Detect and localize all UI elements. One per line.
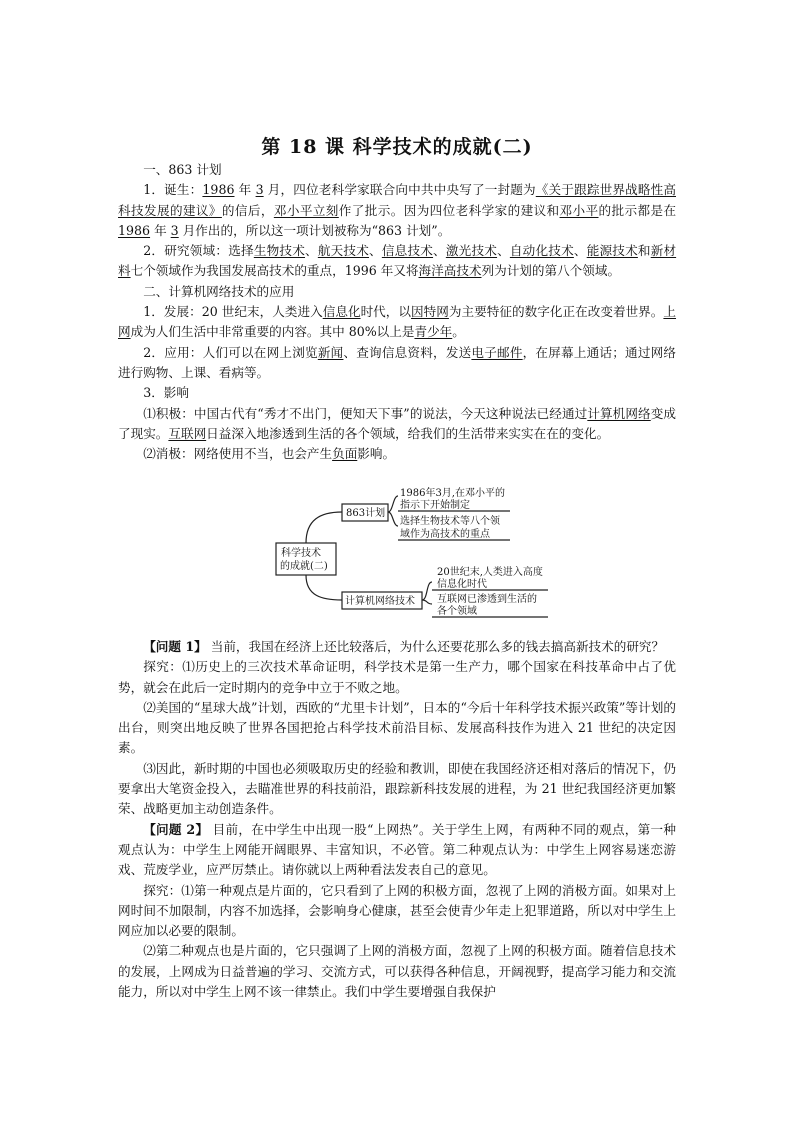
branch-box-network	[342, 592, 422, 609]
question-label: 【问题 1】	[143, 639, 207, 654]
branch-label-863: 863计划	[346, 508, 386, 519]
leaf-label: 选择生物技术等八个领	[400, 516, 500, 527]
leaf-label: 指示下开始制定	[400, 500, 470, 511]
answer-paragraph: ⑶因此，新时期的中国也必须吸取历史的经验和教训，即使在我国经济还相对落后的情况下，仍要拿出大笔资金投入，去瞄准世界的科技前沿，跟踪新科技发展的进程，为 21 世纪我国经济更加繁荣、战略更加主动创造条件。	[118, 760, 676, 817]
section-heading: 一、863 计划	[143, 162, 222, 177]
questions-block	[118, 637, 676, 1002]
leaf-label: 1986年3月,在邓小平的	[400, 488, 505, 499]
root-label: 科学技术	[281, 548, 321, 559]
leaf-label: 各个领域	[437, 606, 477, 617]
paragraph: ⑵消极：网络使用不当，也会产生负面影响。	[143, 446, 396, 462]
paragraph: 1．诞生：1986 年 3 月，四位老科学家联合向中共中央写了一封题为《关于跟踪世界战略性高科技发展的建议》的信后，邓小平立刻作了批示。因为四位老科学家的建议和邓小平的批示都是在 1986 年 3 月作出的，所以这一项计划被称为“863 计划”。	[118, 182, 677, 238]
connector	[388, 512, 398, 526]
connector	[422, 600, 432, 604]
leaf-label: 域作为高技术的重点	[400, 529, 490, 540]
answer-paragraph: ⑵美国的“星球大战”计划，西欧的“尤里卡计划”，日本的“今后十年科学技术振兴政策”等计划的出台，则突出地反映了世界各国把抢占科学技术前沿目标、发展高科技作为进入 21 世纪的决定因素。	[118, 699, 676, 756]
question-1: 【问题 1】 当前，我国在经济上还比较落后，为什么还要花那么多的钱去搞高新技术的研究？	[143, 639, 665, 654]
connector	[306, 512, 342, 543]
lesson-title: 第 18 课 科学技术的成就(二)	[261, 136, 533, 158]
root-box	[276, 543, 336, 575]
notes-block	[118, 160, 676, 464]
branch-label-network: 计算机网络技术	[345, 596, 415, 607]
answer-paragraph: 探究：⑴第一种观点是片面的，它只看到了上网的积极方面，忽视了上网的消极方面。如果对上网时间不加限制，内容不加选择，会影响身心健康，甚至会使青少年走上犯罪道路，所以对中学生上网应加以必要的限制。	[118, 882, 676, 939]
paragraph: 3．影响	[143, 385, 189, 401]
connector	[422, 582, 432, 600]
leaf-label: 互联网已渗透到生活的	[437, 594, 537, 605]
root-label: 的成就(二)	[280, 561, 328, 572]
paragraph: 2．研究领域：选择生物技术、航天技术、信息技术、激光技术、自动化技术、能源技术和新材料七个领域作为我国发展高技术的重点，1996 年又将海洋高技术列为计划的第八个领域。	[118, 243, 677, 279]
connector	[306, 575, 342, 600]
connector	[388, 496, 398, 512]
question-2: 【问题 2】 目前，在中学生中出现一股“上网热”。关于学生上网，有两种不同的观点，第一种观点认为：中学生上网能开阔眼界、丰富知识，不必管。第二种观点认为：中学生上网容易迷恋游戏、荒废学业，应严厉禁止。请你就以上两种看法发表自己的意见。	[118, 821, 676, 878]
branch-box-863	[342, 504, 388, 521]
leaf-label: 信息化时代	[437, 579, 487, 590]
paragraph: 1．发展：20 世纪末，人类进入信息化时代，以因特网为主要特征的数字化正在改变着世界。上网成为人们生活中非常重要的内容。其中 80%以上是青少年。	[118, 304, 677, 340]
answer-paragraph: 探究：⑴历史上的三次技术革命证明，科学技术是第一生产力，哪个国家在科技革命中占了优势，就会在此后一定时期内的竞争中立于不败之地。	[118, 659, 676, 695]
answer-paragraph: ⑵第二种观点也是片面的，它只强调了上网的消极方面，忽视了上网的积极方面。随着信息技术的发展，上网成为日益普遍的学习、交流方式，可以获得各种信息，开阔视野，提高学习能力和交流能力，所以对中学生上网不该一律禁止。我们中学生要增强自我保护	[118, 943, 676, 1000]
section-heading: 二、计算机网络技术的应用	[143, 283, 295, 299]
leaf-label: 20世纪末,人类进入高度	[437, 567, 543, 578]
question-label: 【问题 2】	[143, 821, 209, 837]
paragraph: 2．应用：人们可以在网上浏览新闻、查询信息资料，发送电子邮件，在屏幕上通话；通过网络进行购物、上课、看病等。	[118, 344, 677, 380]
paragraph: ⑴积极：中国古代有“秀才不出门，便知天下事”的说法，今天这种说法已经通过计算机网络变成了现实。互联网日益深入地渗透到生活的各个领域，给我们的生活带来实实在在的变化。	[118, 405, 677, 441]
